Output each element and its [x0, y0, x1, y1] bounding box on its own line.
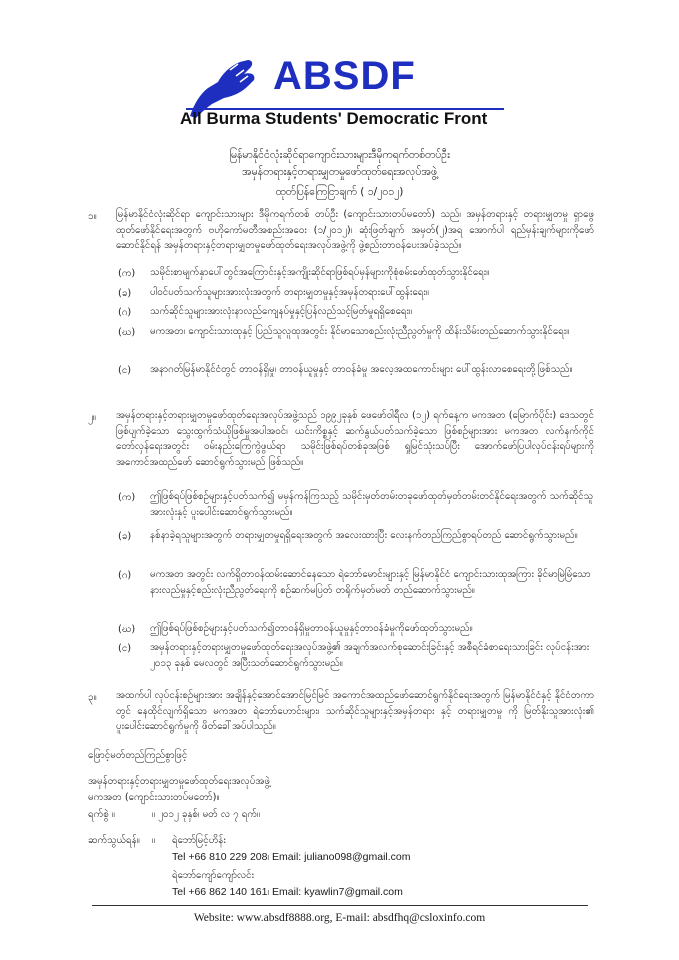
closing-organization: အမှန်တရားနှင့်တရားမျှတမှုဖော်ထုတ်ရေးအလုပ်အဖွဲ့ [88, 776, 270, 787]
list-item: မကအတ၊ ကျောင်းသားထုနှင့် ပြည်သူလူထုအတွင်း နိုင်မာသောစည်းလုံးညီညွတ်မှုကို ထိန်းသိမ်းတည်ဆောက်သွားနိုင်ရေး။ [150, 326, 570, 337]
list-item: သက်ဆိုင်သူများအားလုံးနာလည်ကျေနပ်မှုနှင့်ပြန်လည်သင့်မြတ်မှုရရှိစေရေး။ [150, 306, 412, 317]
statement-number: ထုတ်ပြန်ကြေငြာချက် ( ၁/၂၀၁၂) [275, 186, 404, 198]
section-number: ၁။ [88, 211, 97, 222]
list-item-label: (ဃ) [118, 327, 136, 338]
section-paragraph: အမှန်တရားနှင့်တရားမျှတမှုဖော်ထုတ်ရေးအလုပ်အဖွဲ့သည် ၁၉၉၂ခုနှစ် ဖေဖော်ဝါရီလ (၁၂) ရက်နေ့က မကအတ (မြောက်ပိုင်း) ဒေသတွင် ဖြစ်ပျက်ခဲ့သော သွေးထွက်သံယိုဖြစ်မှုအပါအဝင်၊ ယင်းကိစ္စနှင့် ဆက်နွယ်ပတ်သက်ခဲ့သော ဖြစ်စဉ်များအား မကအတ လက်နက်ကိုင်တော်လှန်ရေးအတွင်း ဝမ်းနည်းကြေကွဲဖွယ်ရာ သမိုင်းဖြစ်ရပ်တစ်ခုအဖြစ် ရှုမြင်သုံးသပ်ပြီး အောက်ဖော်ပြပါလုပ်ငန်းရပ်များကို အကောင်အထည်ဖော် ဆောင်ရွက်သွားမည် ဖြစ်သည်။ [116, 410, 594, 468]
contact-label: ဆက်သွယ်ရန်။ [88, 835, 140, 846]
list-item: မကအတ အတွင်း လက်ရှိတာဝန်ထမ်းဆောင်နေသော ရဲဘော်မောင်းများနှင့် မြန်မာနိုင်ငံ ကျောင်းသားထုအကြား ခိုင်မာမြဲမြံသော နားလည်မှုနှင့်စည်းလုံးညီညွတ်ရေးကို စဉ်ဆက်မပြတ် တရိုက်မှတ်မတ် တည်ဆောက်သွားမည်။ [150, 569, 591, 596]
contact-person-2-name: ရဲဘော်ကျော်ကျော်လင်း [172, 870, 255, 881]
list-item-label: (င) [118, 643, 132, 654]
list-item-label: (ဃ) [118, 624, 136, 635]
title-line-2: အမှန်တရားနှင့်တရားမျှတမှုဖော်ထုတ်ရေးအလုပ်အဖွဲ့ [242, 166, 437, 178]
date-value: ။ ၂၀၁၂ ခုနှစ်၊ မတ် လ ၇ ရက်။ [152, 809, 260, 820]
section-paragraph: မြန်မာနိုင်ငံလုံးဆိုင်ရာ ကျောင်းသားများ ဒီမိုကရက်တစ် တပ်ဦး (ကျောင်းသားတပ်မတော်) သည်၊ အမှန်တရားနှင့် တရားမျှတမှု ရှာဖွေထုတ်ဖော်နိုင်ရေးအတွက် ဗဟိုကော်မတီအစည်းအဝေး (၁/၂၀၁၂)၊ ဆုံးဖြတ်ချက် အမှတ်(၂)အရ အောက်ပါ ရည်မှန်းချက်များကိုဖော်ဆောင်နိုင်ရန် အမှန်တရားနှင့်တရားမျှတမှုဖော်ထုတ်ရေးအလုပ်အဖွဲ့ကို ဖွဲ့စည်းတာဝန်ပေးအပ်ခဲ့သည်။ [116, 209, 594, 251]
list-item-label: (င) [118, 365, 132, 376]
list-item-label: (က) [118, 492, 136, 503]
list-item: ဤဖြစ်ရပ်ဖြစ်စဉ်များနှင့်ပတ်သက်၍ မမှန်ကန်ကြသည့် သမိုင်းမှတ်တမ်းတခုဖော်ထုတ်မှတ်တမ်းတင်နိုင်ရေးအတွက် သက်ဆိုင်သူအားလုံးနှင့် ပူးပေါင်းဆောင်ရွက်သွားမည်။ [150, 491, 594, 518]
contact-person-1-details: Tel +66 810 229 208၊ Email: juliano098@gmail.com [172, 851, 411, 863]
list-item: အမှန်တရားနှင့်တရားမျှတမှုဖော်ထုတ်ရေးအလုပ်အဖွဲ့၏ အချက်အလက်စုဆောင်းခြင်းနှင့် အစီရင်ခံစာရေးသားခြင်း လုပ်ငန်းအား ၂၀၁၃ ခုနှစ် မေလတွင် အပြီးသတ်ဆောင်ရွက်သွားမည်။ [150, 642, 590, 669]
contact-person-1-name: ရဲဘော်မြင့်ဟိန်း [172, 835, 226, 846]
list-item-label: (ခ) [118, 531, 132, 542]
footer-divider [92, 905, 588, 906]
footer-contact: Website: www.absdf8888.org, E-mail: absdfhq@csloxinfo.com [193, 912, 486, 924]
list-item-label: (က) [118, 268, 136, 279]
contact-separator: ။ [152, 835, 155, 846]
list-item: ပါဝင်ပတ်သက်သူများအားလုံးအတွက် တရားမျှတမှုနှင့်အမှန်တရားပေါ်ထွန်းရေး။ [150, 287, 429, 298]
section-number: ၂။ [88, 412, 96, 423]
contact-person-2-details: Tel +66 862 140 161၊ Email: kyawlin7@gmail.com [172, 886, 403, 898]
closing-unit: မကအတ (ကျောင်းသားတပ်မတော်)။ [88, 792, 220, 803]
title-line-1: မြန်မာနိုင်ငံလုံးဆိုင်ရာကျောင်းသားများဒီမိုကရက်တစ်တပ်ဦး [229, 149, 450, 161]
organization-full-name: All Burma Students' Democratic Front [180, 109, 488, 128]
section-paragraph: အထက်ပါ လုပ်ငန်းစဉ်များအား အချိန်နှင့်အောင်အောင်မြင်မြင် အကောင်အထည်ဖော်ဆောင်ရွက်နိုင်ရေးအတွက် မြန်မာနိုင်ငံနှင့် နိုင်ငံတကာတွင် နေထိုင်လျက်ရှိသော မကအတ ရဲဘော်ဟောင်းများ၊ သက်ဆိုင်သူများနှင့်အမှန်တရား နှင့် တရားမျှတမှု ကို မြတ်နိုးသူအားလုံး၏ ပူးပေါင်းဆောင်ရွက်မှုကို ဖိတ်ခေါ်အပ်ပါသည်။ [116, 690, 594, 732]
date-label: ရက်စွဲ ။ [88, 809, 115, 820]
list-item: သမိုင်းစာမျက်နှာပေါ်တွင်အကြောင်းနှင့်အကျိုးဆိုင်ရာဖြစ်ရပ်မှန်များကိုစုံစမ်းဖော်ထုတ်သွားနိုင်ရေး။ [150, 267, 490, 278]
list-item-label: (ခ) [118, 288, 132, 299]
list-item-label: (ဂ) [118, 307, 132, 318]
list-item: နစ်နာခဲ့ရသူများအတွက် တရားမျှတမှုရရှိရေးအတွက် အလေးထားပြီး လေးနက်တည်ကြည်စွာရပ်တည် ဆောင်ရွက်သွားမည်။ [150, 530, 578, 541]
list-item-label: (ဂ) [118, 570, 132, 581]
section-number: ၃။ [88, 692, 97, 703]
list-item: ဤဖြစ်ရပ်ဖြစ်စဉ်များနှင့်ပတ်သက်၍တာဝန်ရှိမှုတာဝန်ယူမှုနှင့်တာဝန်ခံမှုကိုဖော်ထုတ်သွားမည်။ [150, 623, 473, 634]
logo-abbreviation: ABSDF [273, 54, 416, 98]
closing-greeting: ဖြောင့်မတ်တည်ကြည်စွာဖြင့် [88, 750, 188, 761]
list-item: အနာဂတ်မြန်မာနိုင်ငံတွင် တာဝန်ရှိမှု၊ တာဝန်ယူမှုနှင့် တာဝန်ခံမှု အလေ့အထကောင်းများ ပေါ်ထွန်းလာစေရေးတို့ဖြစ်သည်။ [150, 364, 573, 375]
